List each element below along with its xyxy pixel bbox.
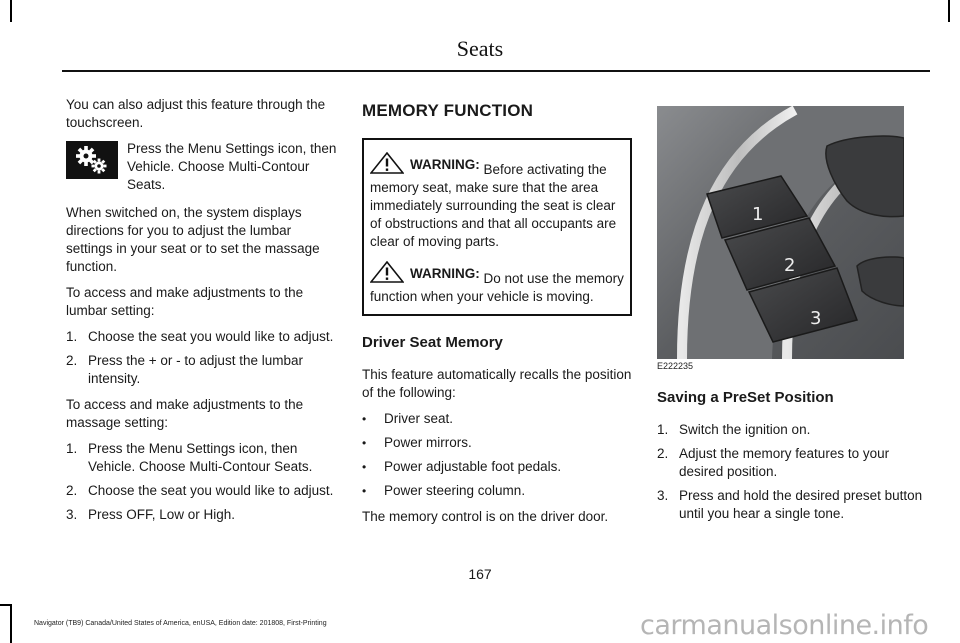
column-left xyxy=(66,96,338,532)
warning-text: Before activating the memory seat, make sure that the area immediately surrounding the seat is clear of obstructions and that all occupants are clear of moving parts. xyxy=(370,162,617,249)
column-right xyxy=(657,106,930,531)
column-middle xyxy=(362,96,632,534)
settings-instruction xyxy=(66,140,338,194)
warning-box xyxy=(362,138,632,316)
header-divider xyxy=(62,70,930,72)
figure-code: E222235 xyxy=(657,361,694,371)
warning-text: Do not use the memory function when your vehicle is moving. xyxy=(370,271,624,304)
crop-mark xyxy=(10,0,12,22)
warning-triangle-icon xyxy=(370,261,404,283)
lumbar-intro: To access and make adjustments to the lumbar setting: xyxy=(66,285,304,318)
intro-paragraph: You can also adjust this feature through the touchscreen. xyxy=(66,97,326,130)
warning-item xyxy=(370,261,624,306)
crop-mark xyxy=(0,604,12,606)
list-item: 2. Adjust the memory features to your desired position. xyxy=(657,446,890,479)
memory-control-note: The memory control is on the driver door. xyxy=(362,509,609,524)
massage-steps xyxy=(66,440,338,524)
page-number: 167 xyxy=(468,566,492,582)
section-heading: MEMORY FUNCTION xyxy=(362,101,534,120)
list-item: 2. Press the + or - to adjust the lumbar intensity. xyxy=(66,353,303,386)
subheading-saving-preset: Saving a PreSet Position xyxy=(657,389,834,406)
system-paragraph: When switched on, the system displays directions for you to adjust the lumbar settings in your seat or to set the massage function. xyxy=(66,205,320,274)
list-item: 2. Choose the seat you would like to adjust. xyxy=(66,483,334,498)
button-label-2: 2 xyxy=(784,255,796,276)
settings-instruction-text: Press the Menu Settings icon, then Vehicle. Choose Multi-Contour Seats. xyxy=(127,141,337,192)
warning-label: WARNING: xyxy=(410,157,480,172)
settings-gears-icon xyxy=(66,141,118,179)
warning-item xyxy=(370,152,624,251)
memory-buttons-illustration xyxy=(657,106,904,359)
list-item: 1. Press the Menu Settings icon, then Vehicle. Choose Multi-Contour Seats. xyxy=(66,441,313,474)
button-label-1: 1 xyxy=(752,204,764,225)
massage-intro: To access and make adjustments to the massage setting: xyxy=(66,397,304,430)
watermark: carmanualsonline.info xyxy=(640,610,929,641)
footer-edition-info: Navigator (TB9) Canada/United States of America, enUSA, Edition date: 201808, First-Printing xyxy=(34,620,327,627)
crop-mark xyxy=(10,605,12,643)
lumbar-steps xyxy=(66,328,338,388)
page-title: Seats xyxy=(456,36,504,61)
subheading-driver-seat-memory: Driver Seat Memory xyxy=(362,334,503,351)
list-item: • Driver seat. xyxy=(362,411,454,426)
list-item: 1. Choose the seat you would like to adjust. xyxy=(66,329,334,344)
list-item: • Power adjustable foot pedals. xyxy=(362,459,562,474)
warning-label: WARNING: xyxy=(410,266,480,281)
list-item: • Power mirrors. xyxy=(362,435,472,450)
preset-steps xyxy=(657,421,930,523)
memory-paragraph: This feature automatically recalls the position of the following: xyxy=(362,367,632,400)
memory-bullets xyxy=(362,410,632,500)
list-item: 1. Switch the ignition on. xyxy=(657,422,811,437)
button-label-3: 3 xyxy=(810,308,822,329)
list-item: 3. Press and hold the desired preset button until you hear a single tone. xyxy=(657,488,923,521)
list-item: 3. Press OFF, Low or High. xyxy=(66,507,236,522)
crop-mark xyxy=(948,0,950,22)
warning-triangle-icon xyxy=(370,152,404,174)
list-item: • Power steering column. xyxy=(362,483,526,498)
